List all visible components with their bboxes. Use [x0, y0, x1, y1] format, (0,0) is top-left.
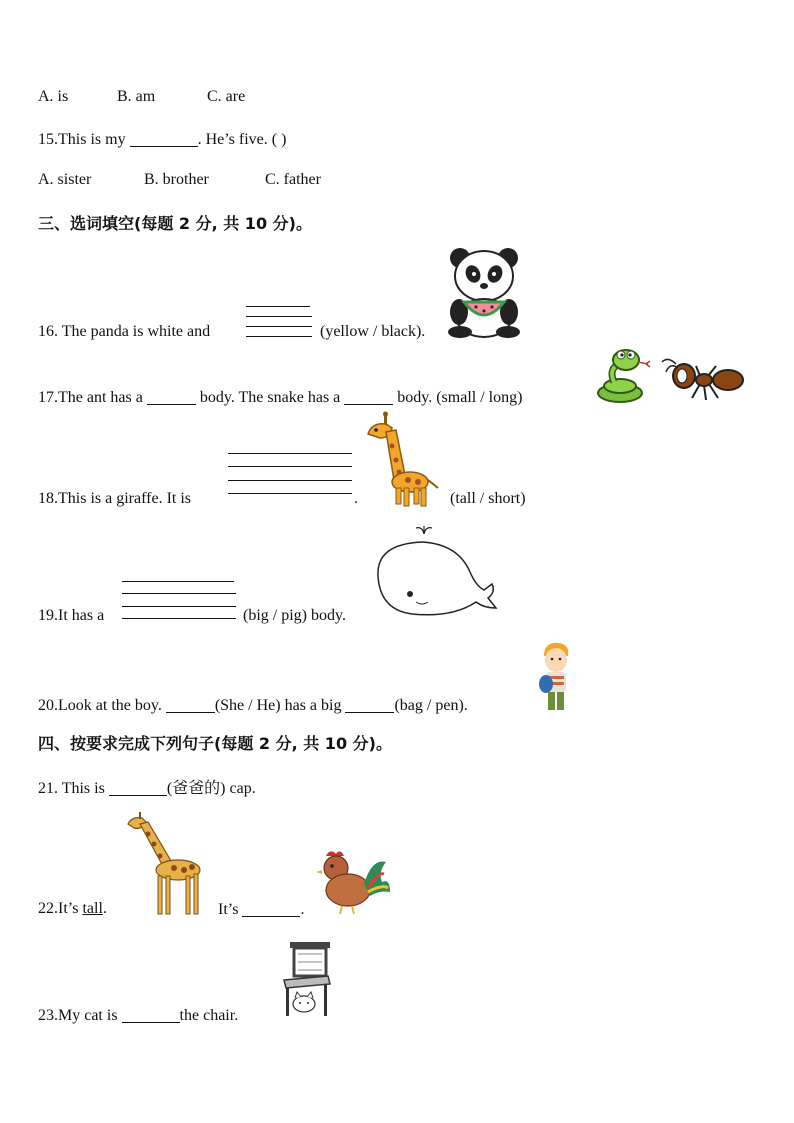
q15-question — [38, 130, 286, 149]
q22-underlined-word: tall — [82, 900, 103, 917]
q17-text-b: body. The snake has a — [195, 389, 345, 406]
q18-answer-lines[interactable] — [228, 453, 352, 495]
q22-part-a — [38, 900, 107, 918]
q21-question — [38, 775, 256, 798]
q14-option-b: B. am — [117, 88, 156, 105]
q19-answer-lines[interactable] — [122, 581, 236, 621]
section4-heading: 四、按要求完成下列句子(每题 2 分, 共 10 分)。 — [38, 734, 392, 753]
q18-dot: . — [354, 490, 358, 507]
snake-icon — [594, 346, 652, 406]
q15-options — [38, 171, 321, 189]
q20-blank-1[interactable] — [166, 696, 215, 713]
whale-icon — [372, 524, 500, 618]
q23-text-before: 23.My cat is — [38, 1007, 122, 1024]
q21-text-before: 21. This is — [38, 780, 109, 797]
giraffe-icon — [362, 410, 442, 508]
q15-text-before: 15.This is my — [38, 131, 130, 148]
q21-blank[interactable] — [109, 779, 167, 796]
q15-option-c: C. father — [265, 171, 321, 188]
q23-text-after: the chair. — [179, 1007, 239, 1024]
q20-text-a: 20.Look at the boy. — [38, 697, 166, 714]
q16-text-after: (yellow / black). — [320, 323, 426, 340]
q20-text-c: (bag / pen). — [394, 697, 468, 714]
q22-text-end: . — [300, 901, 305, 918]
q18-choice: (tall / short) — [450, 490, 526, 507]
q22-text-before: 22.It’s — [38, 900, 83, 917]
q14-options — [38, 88, 245, 106]
q17-text-c: body. (small / long) — [393, 389, 523, 406]
q22-text-mid: . — [102, 900, 107, 917]
panda-icon — [446, 244, 522, 338]
q15-text-after: . He’s five. ( ) — [197, 131, 287, 148]
ant-icon — [656, 354, 748, 404]
q17-blank-2[interactable] — [344, 388, 393, 405]
q23-question — [38, 1006, 238, 1025]
q17-blank-1[interactable] — [147, 388, 196, 405]
q18-text-before: 18.This is a giraffe. It is — [38, 490, 192, 507]
q16-answer-lines[interactable] — [246, 306, 312, 338]
q22-part-b — [218, 900, 304, 919]
section3-heading: 三、选词填空(每题 2 分, 共 10 分)。 — [38, 214, 312, 233]
rooster-icon — [312, 848, 392, 914]
q20-text-b: (She / He) has a big — [214, 697, 346, 714]
q14-option-c: C. are — [207, 88, 246, 105]
q21-text-after: (爸爸的) cap. — [166, 780, 256, 797]
q19-text-after: (big / pig) body. — [243, 607, 346, 624]
q15-blank[interactable] — [130, 130, 198, 147]
q22-text-b: It’s — [218, 901, 243, 918]
q16-text-before: 16. The panda is white and — [38, 323, 211, 340]
q20-question — [38, 696, 468, 715]
boy-icon — [538, 642, 574, 714]
q20-blank-2[interactable] — [345, 696, 394, 713]
q23-blank[interactable] — [122, 1006, 180, 1023]
q15-option-a: A. sister — [38, 171, 92, 188]
q17-question — [38, 388, 522, 407]
q17-text-a: 17.The ant has a — [38, 389, 147, 406]
q15-option-b: B. brother — [144, 171, 209, 188]
q22-blank[interactable] — [242, 900, 300, 917]
q19-text-before: 19.It has a — [38, 607, 105, 624]
giraffe-tall-icon — [124, 812, 206, 916]
chair-cat-icon — [278, 940, 334, 1020]
q14-option-a: A. is — [38, 88, 69, 105]
